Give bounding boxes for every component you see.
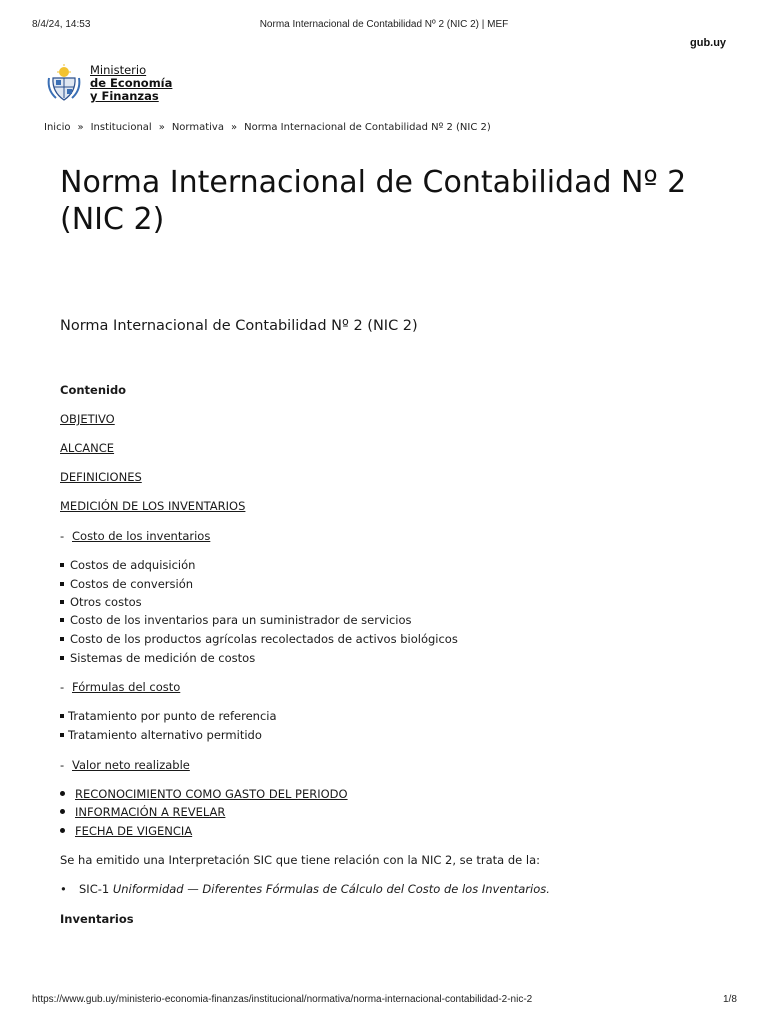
bullet-icon — [60, 656, 64, 660]
bullet-icon — [60, 582, 64, 586]
print-footer-url: https://www.gub.uy/ministerio-economia-finanzas/institucional/normativa/norma-internacional-contabilidad-2-nic-2 — [32, 994, 533, 1005]
link-fecha-vigencia[interactable]: FECHA DE VIGENCIA — [75, 824, 193, 838]
link-objetivo[interactable]: OBJETIVO — [60, 412, 115, 426]
bullet-icon — [60, 791, 65, 796]
ministry-line-2: de Economía — [90, 76, 173, 90]
bullet-icon — [60, 733, 64, 737]
link-alcance[interactable]: ALCANCE — [60, 441, 115, 455]
list-item — [60, 529, 210, 543]
link-definiciones[interactable]: DEFINICIONES — [60, 470, 142, 484]
list-item — [60, 613, 412, 627]
link-informacion-revelar[interactable]: INFORMACIÓN A REVELAR — [75, 805, 226, 819]
inventarios-heading: Inventarios — [60, 912, 134, 926]
list-item — [60, 709, 277, 723]
dash-marker: - — [60, 758, 65, 772]
sic-title: Uniformidad — Diferentes Fórmulas de Cálculo del Costo de los Inventarios. — [112, 882, 550, 896]
costo-item-4: Costo de los inventarios para un suministrador de servicios — [70, 613, 412, 627]
bullet-icon — [60, 809, 65, 814]
page-title: Norma Internacional de Contabilidad Nº 2 (NIC 2) — [60, 165, 687, 237]
costo-item-2: Costos de conversión — [70, 577, 194, 591]
dash-marker: - — [60, 529, 65, 543]
link-costo-inventarios[interactable]: Costo de los inventarios — [72, 529, 211, 543]
breadcrumb — [44, 122, 491, 133]
formulas-item-2: Tratamiento alternativo permitido — [68, 728, 262, 742]
link-reconocimiento-gasto[interactable]: RECONOCIMIENTO COMO GASTO DEL PERIODO — [75, 787, 348, 801]
gubuy-brand-link[interactable]: gub.uy — [690, 37, 727, 49]
list-item — [60, 787, 348, 801]
breadcrumb-inicio[interactable]: Inicio — [44, 122, 71, 133]
list-item — [60, 577, 193, 591]
list-item — [60, 632, 458, 646]
bullet-icon — [60, 563, 64, 567]
list-item — [60, 882, 550, 896]
breadcrumb-separator: » — [158, 122, 165, 133]
ministry-line-1: Ministerio — [90, 63, 147, 77]
bullet-icon — [60, 618, 64, 622]
list-item — [60, 805, 225, 819]
coat-of-arms-icon — [46, 64, 82, 104]
print-page-title: Norma Internacional de Contabilidad Nº 2 (NIC 2) | MEF — [259, 19, 509, 30]
breadcrumb-normativa[interactable]: Normativa — [171, 122, 224, 133]
breadcrumb-separator: » — [77, 122, 84, 133]
list-item — [60, 680, 180, 694]
page-subtitle: Norma Internacional de Contabilidad Nº 2 (NIC 2) — [60, 318, 418, 334]
dash-marker: - — [60, 680, 65, 694]
list-item — [60, 824, 192, 838]
sic-bullet: • — [60, 882, 67, 896]
costo-item-1: Costos de adquisición — [70, 558, 196, 572]
costo-item-3: Otros costos — [70, 595, 142, 609]
bullet-icon — [60, 637, 64, 641]
costo-item-6: Sistemas de medición de costos — [70, 651, 256, 665]
costo-item-5: Costo de los productos agrícolas recolectados de activos biológicos — [70, 632, 458, 646]
formulas-item-1: Tratamiento por punto de referencia — [68, 709, 277, 723]
print-page-number: 1/8 — [723, 994, 737, 1005]
list-item — [60, 595, 142, 609]
coat-of-arms-logo[interactable] — [46, 64, 82, 104]
bullet-icon — [60, 828, 65, 833]
breadcrumb-current: Norma Internacional de Contabilidad Nº 2 (NIC 2) — [244, 122, 491, 133]
sic-intro-text: Se ha emitido una Interpretación SIC que tiene relación con la NIC 2, se trata de la: — [60, 853, 541, 867]
ministry-name-link[interactable] — [90, 64, 172, 103]
list-item — [60, 728, 262, 742]
link-medicion-inventarios[interactable]: MEDICIÓN DE LOS INVENTARIOS — [60, 499, 246, 513]
list-item — [60, 758, 190, 772]
link-formulas-costo[interactable]: Fórmulas del costo — [72, 680, 181, 694]
list-item — [60, 651, 255, 665]
link-valor-neto-realizable[interactable]: Valor neto realizable — [72, 758, 190, 772]
breadcrumb-separator: » — [230, 122, 238, 133]
ministry-line-3: y Finanzas — [90, 89, 159, 103]
sic-code: SIC-1 — [79, 882, 110, 896]
bullet-icon — [60, 714, 64, 718]
contents-heading: Contenido — [60, 383, 127, 397]
breadcrumb-institucional[interactable]: Institucional — [90, 122, 152, 133]
bullet-icon — [60, 600, 64, 604]
list-item — [60, 558, 195, 572]
print-datetime: 8/4/24, 14:53 — [32, 19, 91, 30]
